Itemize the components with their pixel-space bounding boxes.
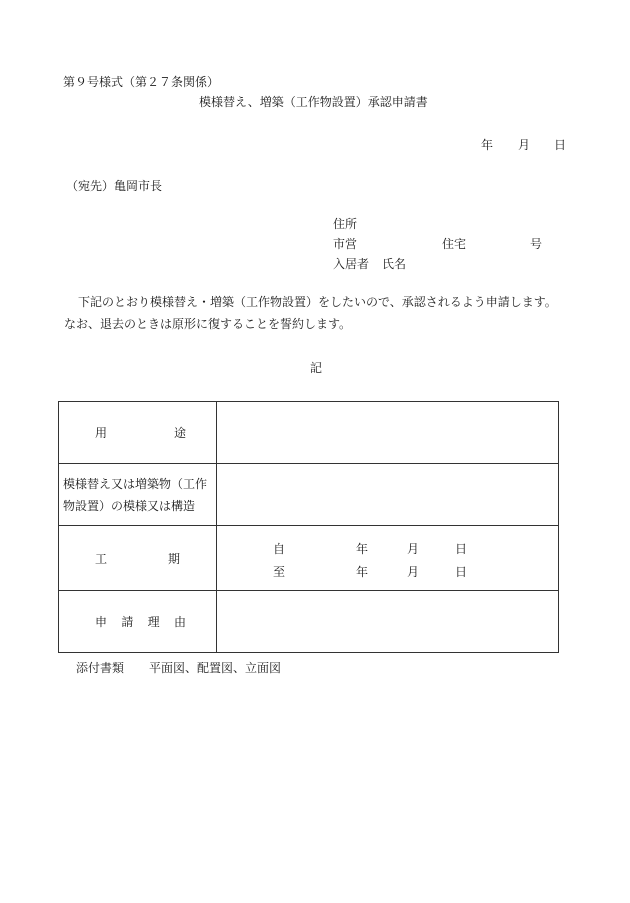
period-from-label: 自 [273,542,286,556]
period-to-month: 月 [407,565,420,579]
period-row [59,526,559,591]
period-label-char: 期 [167,551,180,566]
application-table [58,401,559,653]
structure-label-line2: 物設置）の模様又は構造 [63,498,196,513]
body-text-line1: 下記のとおり模様替え・増築（工作物設置）をしたいので、承認されるよう申請します。 [78,295,557,309]
form-title: 模様替え、増築（工作物設置）承認申請書 [199,95,428,109]
reason-label-char: 請 [121,615,134,629]
period-from-day: 日 [455,542,468,556]
addressee: （宛先）亀岡市長 [66,179,163,193]
period-from-year: 年 [356,542,369,556]
structure-row [59,464,559,526]
date-day-label: 日 [554,138,567,152]
period-value-cell[interactable] [217,526,559,591]
reason-value-cell[interactable] [217,591,559,653]
housing-label: 住宅 [442,237,467,251]
purpose-row [59,402,559,464]
date-year-label: 年 [481,138,494,152]
reason-row [59,591,559,653]
unit-number-label: 号 [530,237,543,251]
municipal-housing-label: 市営 [333,237,358,251]
form-number: 第９号様式（第２７条関係） [63,75,220,89]
reason-label-char: 理 [147,615,160,629]
period-from-month: 月 [407,542,420,556]
body-text-line2: なお、退去のときは原形に復することを誓約します。 [64,317,352,331]
period-to-day: 日 [455,565,468,579]
purpose-label-char: 用 [95,426,108,440]
reason-label-char: 申 [95,615,108,629]
resident-label: 入居者 [333,257,370,271]
attachments-label: 添付書類 [76,661,125,675]
period-to-label: 至 [273,565,286,579]
purpose-label-cell [59,402,217,464]
address-label: 住所 [333,217,358,231]
ki-heading: 記 [310,361,323,375]
reason-label-char: 由 [173,615,186,629]
purpose-label-char: 途 [173,426,186,440]
reason-label-cell [59,591,217,653]
name-label: 氏名 [382,257,407,271]
structure-label-cell [59,464,217,526]
attachments-value: 平面図、配置図、立面図 [149,661,282,675]
structure-value-cell[interactable] [217,464,559,526]
period-label-char: 工 [95,551,108,566]
structure-label-line1: 模様替え又は増築物（工作 [63,476,208,491]
date-month-label: 月 [518,138,531,152]
purpose-value-cell[interactable] [217,402,559,464]
period-to-year: 年 [356,565,369,579]
period-label-cell [59,526,217,591]
